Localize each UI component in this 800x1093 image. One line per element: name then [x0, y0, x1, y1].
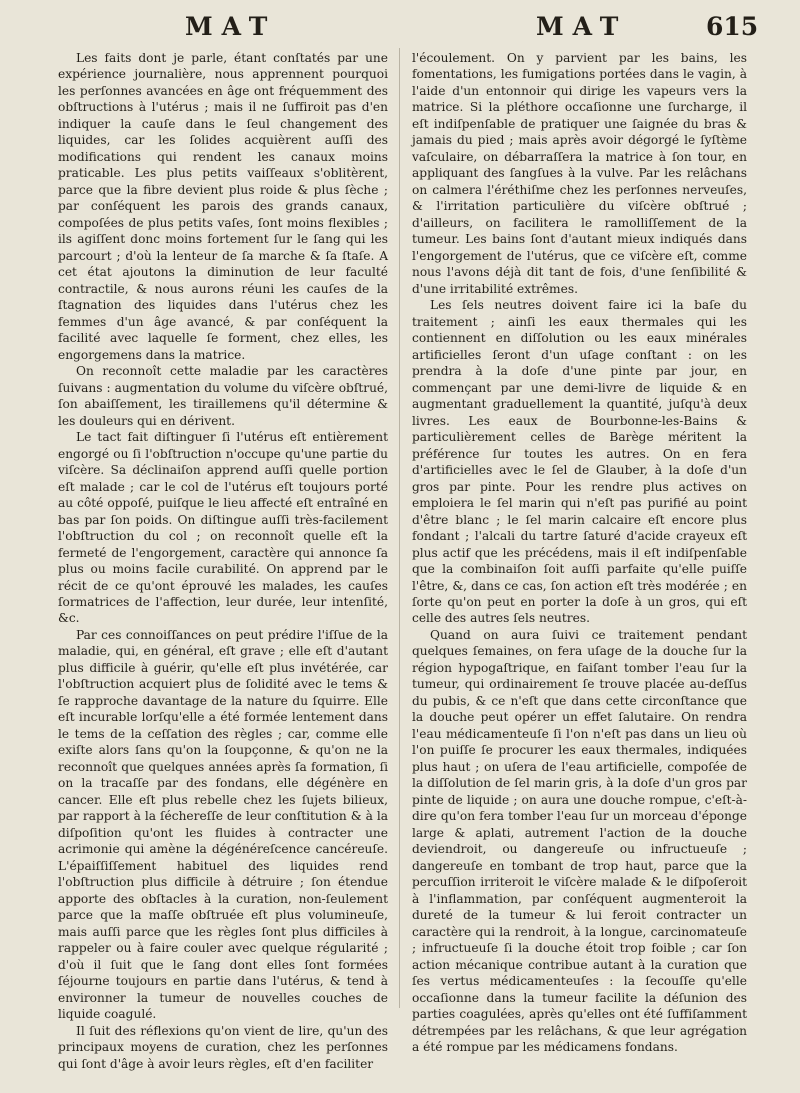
paragraph: On reconnoît cette maladie par les caractères ſuivans : augmentation du volume du viſcère obſtrué, ſon abaiſſement, les tiraillemens qu'il détermine & les douleurs qui en dérivent.: [58, 364, 388, 428]
paragraph: Les ſels neutres doivent faire ici la baſe du traitement ; ainſi les eaux thermales qui les contiennent en diſſolution ou les eaux minérales artificielles ſeront d'un uſage conſtant : on les prendra à la doſe d'une pinte par jour, en commençant par une demi-livre de liquide & en augmentant graduellement la quantité, juſqu'à deux livres. Les eaux de Bourbonne-les-Bains & particulièrement celles de Barège méritent la préférence ſur toutes les autres. On en fera d'artificielles avec le ſel de Glauber, à la doſe d'un gros par pinte. Pour les rendre plus actives on emploiera le ſel marin qui n'eſt pas purifié au point d'être blanc ; le ſel marin calcaire eſt encore plus fondant ; l'alcali du tartre ſaturé d'acide crayeux eſt plus actif que les précédens, mais il eſt indiſpenſable que la combinaiſon ſoit auſſi parfaite qu'elle puiſſe l'être, &, dans ce cas, ſon action eſt très modérée ; en ſorte qu'on peut en porter la doſe à un gros, qui eſt celle des autres ſels neutres.: [412, 298, 747, 626]
page-number: 615: [706, 12, 759, 41]
paragraph: l'écoulement. On y parvient par les bains, les fomentations, les fumigations portées dans le vagin, à l'aide d'un entonnoir qui dirige les vapeurs vers la matrice. Si la pléthore occaſionne une ſurcharge, il eſt indiſpenſable de pratiquer une ſaignée du bras & jamais du pied ; mais après avoir dégorgé le ſyſtème vaſculaire, on débarraſſera la matrice à ſon tour, en appliquant des ſangſues à la vulve. Par les relâchans on calmera l'éréthiſme chez les perſonnes nerveuſes, & l'irritation particulière du viſcère obſtrué ; d'ailleurs, on facilitera le ramolliſſement de la tumeur. Les bains ſont d'autant mieux indiqués dans l'engorgement de l'utérus, que ce viſcère eſt, comme nous l'avons déjà dit tant de fois, d'une ſenſibilité & d'une irritabilité extrêmes.: [412, 51, 747, 296]
running-head-right: MAT: [536, 12, 628, 41]
paragraph: Le tact fait diſtinguer ſi l'utérus eſt entièrement engorgé ou ſi l'obſtruction n'occupe qu'une partie du viſcère. Sa déclinaiſon apprend auſſi quelle portion eſt malade ; car le col de l'utérus eſt toujours porté au côté oppoſé, puiſque le lieu affecté eſt entraîné en bas par ſon poids. On diſtingue auſſi très-facilement l'obſtruction du col ; on reconnoît quelle eſt la fermeté de l'engorgement, caractère qui annonce ſa plus ou moins facile curabilité. On apprend par le récit de ce qu'ont éprouvé les malades, les cauſes ſormatrices de l'affection, leur durée, leur intenſité, &c.: [58, 430, 388, 626]
right-column: [412, 50, 747, 1056]
paragraph: Les faits dont je parle, étant conſtatés par une expérience journalière, nous apprennent pourquoi les perſonnes avancées en âge ont fréquemment des obſtructions à l'utérus ; mais il ne ſuffiroit pas d'en indiquer la cauſe dans le ſeul changement des liquides, car les ſolides acquièrent auſſi des modifications qui rendent les canaux moins praticable. Les plus petits vaiſſeaux s'oblitèrent, parce que la fibre devient plus roide & plus ſèche ; par conſéquent les parois des grands canaux, compoſées de plus petits vaſes, ſont moins flexibles ; ils agiſſent donc moins fortement ſur le ſang qui les parcourt ; d'où la lenteur de ſa marche & ſa ſtaſe. A cet état ajoutons la diminution de leur faculté contractile, & nous aurons réuni les cauſes de la ſtagnation des liquides dans l'utérus chez les femmes d'un âge avancé, & par conſéquent la facilité avec laquelle ſe forment, chez elles, les engorgemens dans la matrice.: [58, 51, 388, 362]
paragraph: Il ſuit des réflexions qu'on vient de lire, qu'un des principaux moyens de curation, chez les perſonnes qui ſont d'âge à avoir leurs règles, eſt d'en faciliter: [58, 1023, 388, 1071]
running-head-left: MAT: [185, 12, 277, 41]
paragraph: Quand on aura ſuivi ce traitement pendant quelques ſemaines, on fera uſage de la douche ſur la région hypogaſtrique, en faiſant tomber l'eau ſur la tumeur, qui ordinairement ſe trouve placée au-deſſus du pubis, & ce n'eſt que dans cette circonſtance que la douche peut opérer un effet ſalutaire. On rendra l'eau médicamenteuſe ſi l'on n'eſt pas dans un lieu où l'on puiſſe ſe procurer les eaux thermales, indiquées plus haut ; on uſera de l'eau artificielle, compoſée de la diſſolution de ſel marin gris, à la doſe d'un gros par pinte de liquide ; on aura une douche rompue, c'eſt-à-dire qu'on fera tomber l'eau ſur un morceau d'éponge large & aplati, autrement l'action de la douche deviendroit, ou dangereuſe ou infructueuſe ; dangereuſe en tombant de trop haut, parce que la percuſſion irriteroit le viſcère malade & le diſpoſeroit à l'inflammation, par conſéquent augmenteroit la dureté de la tumeur & lui feroit contracter un caractère qui la rendroit, à la longue, carcinomateuſe ; infructueuſe ſi la douche étoit trop foible ; car ſon action mécanique contribue autant à la curation que ſes vertus médicamenteuſes : la ſecouſſe qu'elle occaſionne dans la tumeur facilite la déſunion des parties coagulées, après qu'elles ont été ſuffiſamment détrempées par les relâchans, & que leur agrégation a été rompue par les médicamens fondans.: [412, 627, 747, 1055]
paragraph: Par ces connoiſſances on peut prédire l'iſſue de la maladie, qui, en général, eſt grave ; elle eſt d'autant plus difficile à guérir, qu'elle eſt plus invétérée, car l'obſtruction acquiert plus de ſolidité avec le tems & ſe rapproche davantage de la nature du ſquirre. Elle eſt incurable lorſqu'elle a été formée lentement dans le tems de la ceſſation des règles ; car, comme elle exiſte alors ſans qu'on la ſoupçonne, & qu'on ne la reconnoît que quelques années après ſa formation, ſi on la tracaſſe par des fondans, elle dégénère en cancer. Elle eſt plus rebelle chez les ſujets bilieux, par rapport à la ſéchereſſe de leur conſtitution & à la diſpoſition qu'ont les fluides à contracter une acrimonie qui amène la dégénéreſcence cancéreuſe. L'épaiſſiſſement habituel des liquides rend l'obſtruction plus difficile à détruire ; ſon étendue apporte des obſtacles à la curation, non-ſeulement parce que la maſſe obſtruée eſt plus volumineuſe, mais auſſi parce que les règles ſont plus difficiles à rappeler ou à faire couler avec quelque régularité ; d'où il ſuit que le ſang dont elles ſont formées ſéjourne toujours en partie dans l'utérus, & tend à environner la tumeur de nouvelles couches de liquide coagulé.: [58, 627, 388, 1022]
left-column: [58, 50, 388, 1072]
column-divider: [399, 48, 400, 1008]
